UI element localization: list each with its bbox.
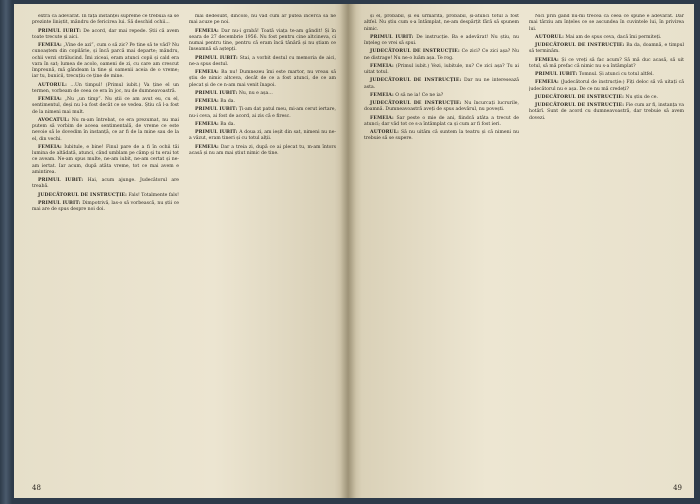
paragraph-text: Mai am de spus ceva, dacă îmi permiteți. — [565, 34, 662, 40]
paragraph-text: Ba da. — [220, 99, 235, 104]
paragraph — [32, 14, 179, 27]
paragraph-text: (Primul iubit.) Vezi, iubitule, nu? Ce zici așa? Tu ai uitat totul. — [364, 63, 519, 75]
paragraph-text: Dimpotrivă, las-o să vorbească, nu știi ce mai are de spus despre noi doi. — [32, 200, 179, 212]
paragraph — [189, 107, 336, 120]
paragraph-text: Stai, a vorbit destul cu memoria de aici, ne-a spus destul. — [189, 55, 336, 67]
paragraph-text: Nu încurcați lucrurile, doamnă. Dumneavoastră aveți de spus adevărul, nu povești. — [364, 101, 519, 113]
paragraph — [529, 14, 684, 33]
speaker-name: FEMEIA: — [38, 97, 62, 102]
speaker-name: FEMEIA: — [370, 63, 394, 69]
left-page-columns — [32, 14, 336, 484]
paragraph-text: Să nu uităm că suntem la teatru și că nimeni nu trebuie să se supere. — [364, 130, 519, 142]
paragraph — [32, 97, 179, 116]
paragraph-text: Nici prin gând nu-mi trecea că ceea ce spune e adevărat. Dar mai târziu am înțeles ce se ascundea în cuvintele lui, în privirea lui. — [529, 14, 684, 32]
paragraph-text: De instrucție. Ba e adevărat! Nu știu, nu înțeleg ce vrei să spui. — [364, 34, 519, 46]
paragraph — [32, 178, 179, 191]
paragraph — [529, 43, 684, 56]
left-page-number: 48 — [32, 484, 41, 492]
paragraph — [189, 91, 336, 97]
paragraph — [364, 78, 519, 91]
paragraph-text: Dar nu ne interesează asta. — [364, 78, 519, 90]
speaker-name: PRIMUL IUBIT: — [38, 200, 81, 206]
paragraph-text: extra ca adevărat. În fața instanței supreme ce trebuia să se prezinte liniștit, mândru de fericirea lui. Să deschid ochii... — [32, 14, 179, 26]
paragraph — [529, 72, 684, 78]
paragraph-text: De acord, dar mai repede. Știi că avem toate trecute și aici. — [32, 28, 179, 40]
paragraph — [529, 80, 684, 93]
speaker-name: PRIMUL IUBIT: — [370, 34, 414, 40]
paragraph-text: (Judecătorul de instrucție:) Fiți deloc să vă uitați că judecătorul nu e așa. De ce nu mă credeți? — [529, 80, 684, 92]
paragraph — [32, 43, 179, 81]
speaker-name: JUDECĂTORUL DE INSTRUCȚIE: — [370, 101, 462, 106]
speaker-name: JUDECĂTORUL DE INSTRUCȚIE: — [535, 94, 625, 100]
speaker-name: PRIMUL IUBIT: — [38, 178, 84, 183]
speaker-name: PRIMUL IUBIT: — [195, 55, 238, 61]
speaker-name: JUDECĂTORUL DE INSTRUCȚIE: — [535, 103, 625, 108]
paragraph-text: Ba nu! Dumnezeu îmi este martor, nu vreau să știu de nimic altceva, decât de ce a fost atunci, de ce am plecat și de ce n-am mai venit înapoi. — [189, 70, 336, 88]
paragraph-text: „Nu „un timp”. Nu știi ce am avut eu, cu el, sentimentul, deși nu l-a fost decât ce se vedea. Știu că l-a fost de la nimeni mai mult. — [32, 97, 179, 115]
paragraph-text: Dar nu-i grabă! Toată viața te-am gândit! Și în seara de 27 decembrie 1956. Nu fost pentru cine altcineva, ci numai pentru tine, pentru că eram încă tânără și nu știam ce înseamnă să aștepți. — [189, 28, 336, 53]
speaker-name: FEMEIA: — [195, 121, 219, 127]
speaker-name: FEMEIA: — [38, 43, 62, 48]
paragraph — [364, 130, 519, 143]
speaker-name: FEMEIA: — [535, 80, 559, 86]
right-page-column-1 — [364, 14, 519, 484]
paragraph-text: A doua zi, am ieșit din sat, nimeni nu ne-a văzut, eram tineri și cu totul alții. — [189, 130, 336, 142]
paragraph-text: „Vine de azi”, cum o să zic? Pe tine să te văd? Nu cunoaștem din copilărie, și încă parcă mai departe; mândru, ochii verzi strălucind. Îmi ziceai, eram atunci copii și cald era vara în sat; lumea de acolo, oameni de zi, cu care am crescut împreună, mă gândeam la tine și oamenii aceia de o vreme; iar tu, bunicii, trecuțiu ce ține de mine. — [32, 43, 179, 80]
paragraph-text: Dar a treia zi, după ce ai plecat tu, m-am întors acasă și nu am mai știut nimic de tine. — [189, 144, 336, 156]
paragraph — [32, 83, 179, 96]
left-page — [14, 4, 348, 498]
speaker-name: FEMEIA: — [195, 144, 219, 150]
paragraph — [364, 101, 519, 114]
paragraph — [364, 35, 519, 48]
speaker-name: FEMEIA: — [370, 92, 394, 98]
paragraph-text: și el, probabil, și eu urmărită, probabil, și-atunci totul a fost altfel. Nu știu cum s-a întâmplat, ne-am despărțit fără să spunem nimic. — [364, 14, 519, 32]
paragraph-text: …Un timpul! (Primul iubit.) Va ține el un termen, vorbeam de ceea ce era în joc, nu de dumneavoastră. — [32, 82, 179, 94]
right-page-column-2 — [529, 14, 684, 484]
paragraph-text: Fie cum ar fi, instanța va hotărî. Sunt de acord cu dumneavoastră, dar trebuie să avem dovezi. — [529, 103, 684, 121]
paragraph — [32, 145, 179, 176]
paragraph-text: Ți-am dat patul meu, mi-am cerut iertare, nu-i ceva, ai fost de acord, ai zis că e firesc. — [189, 107, 336, 119]
paragraph — [189, 145, 336, 158]
paragraph-text: Nu m-am întrebat, ce era prezumat, nu mai putem să vorbim de aceea sentimentală, de vreme ce este nevoie să le dovedim în instanță, ce ar fi de la mine sau de la el, din vechi. — [32, 117, 179, 142]
paragraph — [364, 49, 519, 62]
paragraph-text: Hai, acum ajunge. Judecătorul are treabă. — [32, 178, 179, 190]
speaker-name: FEMEIA: — [38, 144, 62, 150]
speaker-name: JUDECĂTORUL DE INSTRUCȚIE: — [535, 43, 625, 48]
paragraph-text: mai dedesubt, dincolo, nu văd cum ar putea încerca să ne mai acuze pe noi. — [189, 14, 336, 26]
speaker-name: PRIMUL IUBIT: — [535, 72, 578, 77]
paragraph — [32, 201, 179, 214]
paragraph — [189, 130, 336, 143]
right-page-columns — [364, 14, 684, 484]
speaker-name: FEMEIA: — [535, 57, 559, 63]
speaker-name: AUTORUL: — [535, 34, 564, 40]
paragraph — [189, 99, 336, 105]
speaker-name: JUDECĂTORUL DE INSTRUCȚIE: — [38, 192, 128, 198]
paragraph-text: Tomnul. Și atunci cu totul altfel. — [578, 72, 654, 77]
paragraph-text: Fals! Totalmente fals! — [128, 192, 179, 198]
paragraph — [189, 14, 336, 27]
speaker-name: AUTORUL: — [370, 130, 399, 135]
paragraph-text: Nu, nu e așa… — [238, 90, 273, 96]
speaker-name: PRIMUL IUBIT: — [195, 107, 238, 113]
speaker-name: FEMEIA: — [195, 70, 219, 75]
paragraph — [529, 35, 684, 41]
right-page-number: 49 — [673, 484, 682, 492]
speaker-name: AUTORUL: — [38, 82, 67, 88]
paragraph — [529, 95, 684, 101]
paragraph — [32, 193, 179, 199]
speaker-name: AVOCATUL: — [38, 117, 70, 123]
speaker-name: PRIMUL IUBIT: — [195, 130, 238, 135]
speaker-name: FEMEIA: — [195, 99, 219, 104]
paragraph — [32, 29, 179, 42]
left-page-column-1 — [32, 14, 179, 484]
paragraph-text: Și ce vreți să fac acum? Să mă duc acasă, să uit totul, să mă prefac că nimic nu s-a întâmplat? — [529, 57, 684, 69]
paragraph — [364, 14, 519, 33]
paragraph — [189, 122, 336, 128]
paragraph — [189, 29, 336, 54]
paragraph — [189, 56, 336, 69]
paragraph — [32, 118, 179, 143]
paragraph-text: O să ne ia! Ce ne ia? — [395, 92, 444, 98]
right-page — [348, 4, 694, 498]
speaker-name: FEMEIA: — [370, 115, 394, 121]
speaker-name: FEMEIA: — [195, 28, 219, 34]
paragraph-text: Ba da. — [220, 121, 235, 127]
left-page-column-2 — [189, 14, 336, 484]
paragraph — [189, 70, 336, 89]
paragraph-text: Nu știu de ce. — [625, 94, 658, 100]
paragraph — [529, 103, 684, 122]
speaker-name: JUDECĂTORUL DE INSTRUCȚIE: — [370, 49, 460, 55]
paragraph-text: Ba da, doamnă, e timpul să terminăm. — [529, 43, 684, 55]
paragraph-text: Iubitule, e bine! Finul pare de a fi în ochii tăi lumina de altădată, atunci, când umblam pe câmp și tu erai tot ce aveam. Ne-am spus multe, ne-am iubit, ne-am certat și ne-am iertat. Iar acum, după atâta vreme, tot ce mai avem e amintirea. — [32, 144, 179, 175]
paragraph — [364, 116, 519, 129]
paragraph — [364, 64, 519, 77]
paragraph — [529, 58, 684, 71]
paragraph — [364, 93, 519, 99]
speaker-name: PRIMUL IUBIT: — [195, 90, 238, 96]
paragraph-text: Ce zici? Ce zici așa? Nu ne distrage! Nu ne-o luăm așa. Te rog. — [364, 49, 519, 61]
paragraph-text: Sar peste o mie de ani, fiindcă atâta a trecut de atunci; dar văd tot ce s-a întâmplat ca și cum ar fi fost ieri. — [364, 115, 519, 127]
speaker-name: JUDECĂTORUL DE INSTRUCȚIE: — [370, 78, 462, 84]
speaker-name: PRIMUL IUBIT: — [38, 28, 82, 34]
